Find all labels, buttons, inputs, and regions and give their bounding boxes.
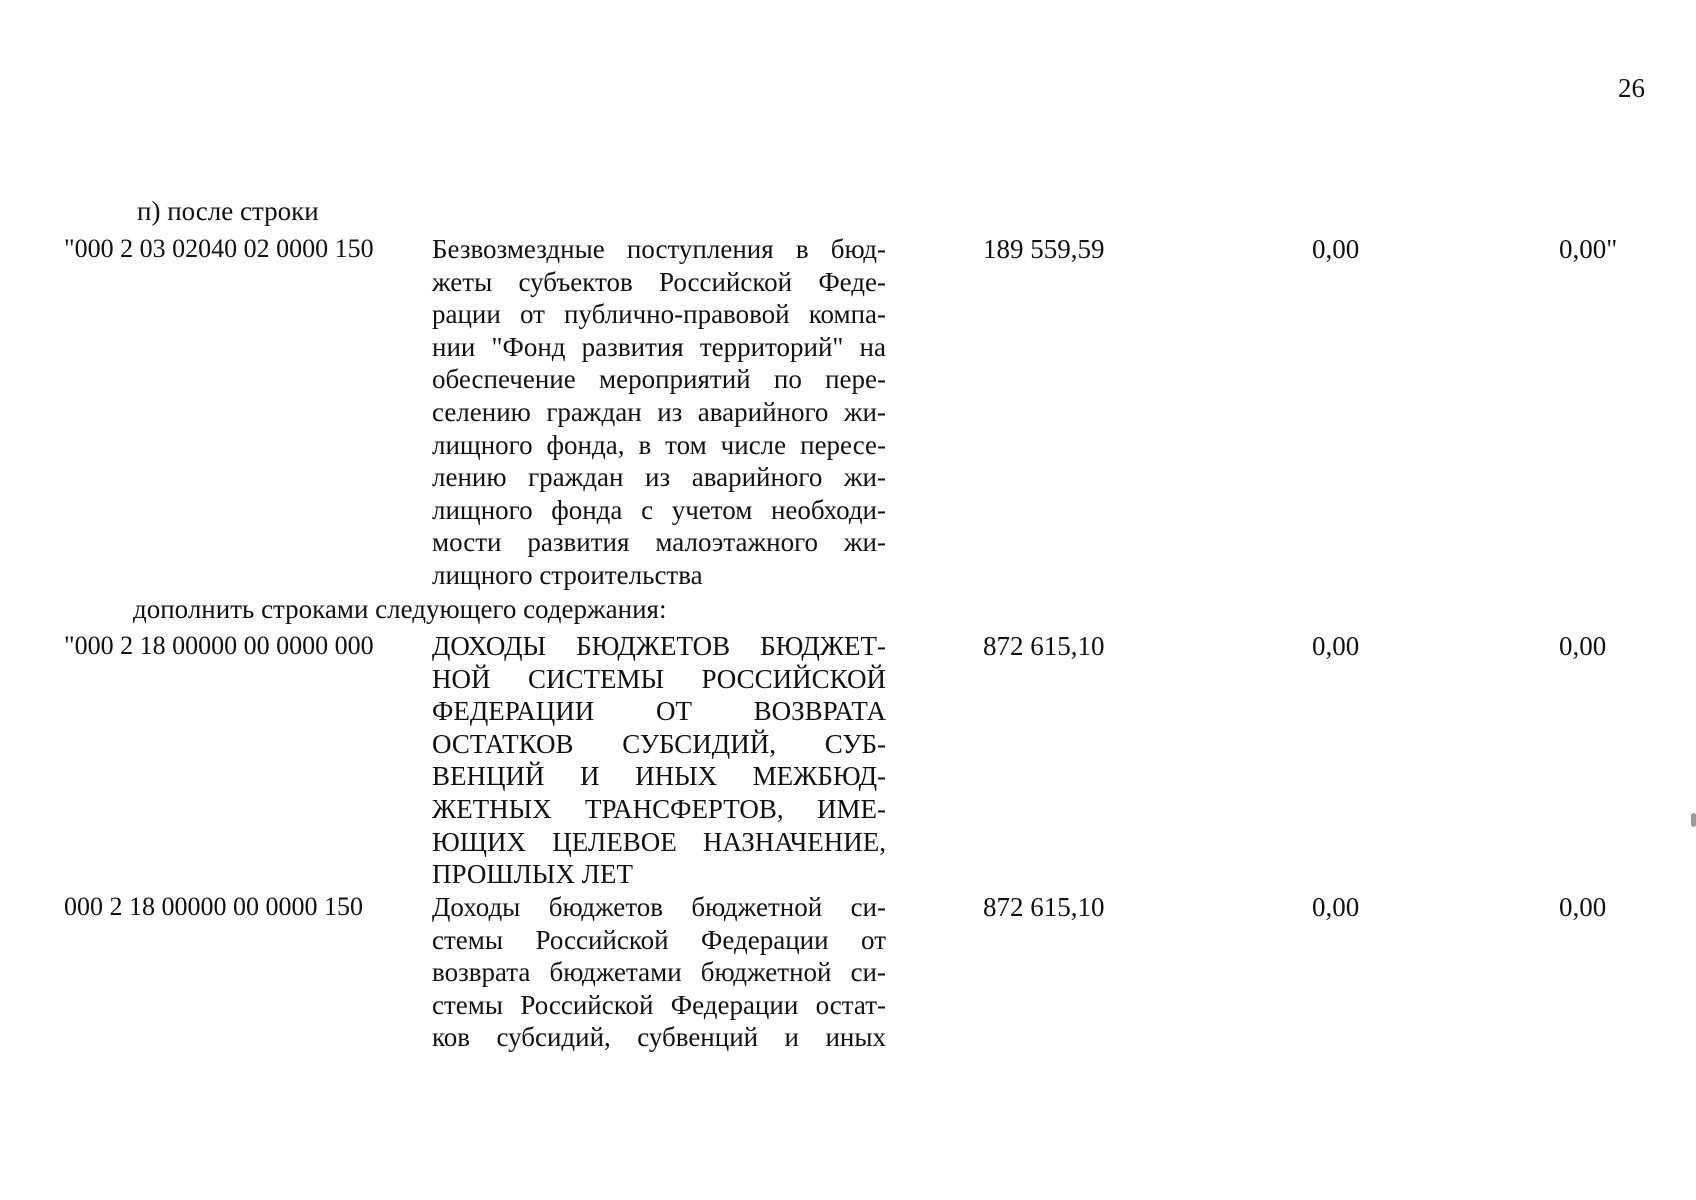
description-line: жеты субъектов Российской Феде- bbox=[432, 266, 886, 297]
description-line: стемы Российской Федерации от bbox=[432, 924, 886, 955]
description-line: рации от публично-правовой компа- bbox=[432, 299, 886, 330]
intro-add-line: дополнить строками следующего содержания: bbox=[133, 594, 667, 624]
description-line: нии "Фонд развития территорий" на bbox=[432, 331, 886, 362]
row-description bbox=[432, 630, 886, 891]
description-line: обеспечение мероприятий по пере- bbox=[432, 364, 886, 395]
value-year-1: 872 615,10 bbox=[983, 892, 1105, 922]
intro-after-line: п) после строки bbox=[137, 196, 319, 226]
description-line: ФЕДЕРАЦИИ ОТ ВОЗВРАТА bbox=[432, 696, 886, 727]
description-line: лищного строительства bbox=[432, 559, 703, 590]
value-year-2: 0,00 bbox=[1312, 631, 1360, 661]
description-line: мости развития малоэтажного жи- bbox=[432, 527, 886, 558]
description-line: Безвозмездные поступления в бюд- bbox=[432, 234, 886, 264]
description-line: стемы Российской Федерации остат- bbox=[432, 989, 886, 1020]
description-line: ков субсидий, субвенций и иных bbox=[432, 1022, 886, 1053]
description-line: ЮЩИХ ЦЕЛЕВОЕ НАЗНАЧЕНИЕ, bbox=[432, 826, 886, 857]
value-year-2: 0,00 bbox=[1312, 892, 1360, 922]
value-year-3: 0,00 bbox=[1559, 892, 1607, 922]
description-line: возврата бюджетами бюджетной си- bbox=[432, 957, 886, 988]
row-description bbox=[432, 233, 886, 592]
value-year-2: 0,00 bbox=[1312, 234, 1360, 264]
row-code: "000 2 18 00000 00 0000 000 bbox=[64, 631, 374, 660]
description-line: ДОХОДЫ БЮДЖЕТОВ БЮДЖЕТ- bbox=[432, 631, 886, 661]
description-line: лищного фонда, в том числе пересе- bbox=[432, 429, 886, 460]
value-year-1: 872 615,10 bbox=[983, 631, 1105, 661]
value-year-3: 0,00" bbox=[1559, 234, 1618, 264]
description-line: НОЙ СИСТЕМЫ РОССИЙСКОЙ bbox=[432, 663, 886, 694]
description-line: ВЕНЦИЙ И ИНЫХ МЕЖБЮД- bbox=[432, 761, 886, 792]
value-year-3: 0,00 bbox=[1559, 631, 1607, 661]
description-line: ЖЕТНЫХ ТРАНСФЕРТОВ, ИМЕ- bbox=[432, 793, 886, 824]
row-code: "000 2 03 02040 02 0000 150 bbox=[64, 234, 374, 263]
row-description bbox=[432, 891, 886, 1054]
description-line: лению граждан из аварийного жи- bbox=[432, 462, 886, 493]
description-line: ПРОШЛЫХ ЛЕТ bbox=[432, 859, 633, 890]
page-number: 26 bbox=[1618, 73, 1645, 103]
description-line: Доходы бюджетов бюджетной си- bbox=[432, 892, 886, 922]
description-line: лищного фонда с учетом необходи- bbox=[432, 494, 886, 525]
description-line: селению граждан из аварийного жи- bbox=[432, 396, 886, 427]
description-line: ОСТАТКОВ СУБСИДИЙ, СУБ- bbox=[432, 728, 886, 759]
scan-edge-mark bbox=[1691, 813, 1696, 827]
value-year-1: 189 559,59 bbox=[983, 234, 1105, 264]
row-code: 000 2 18 00000 00 0000 150 bbox=[64, 892, 363, 921]
